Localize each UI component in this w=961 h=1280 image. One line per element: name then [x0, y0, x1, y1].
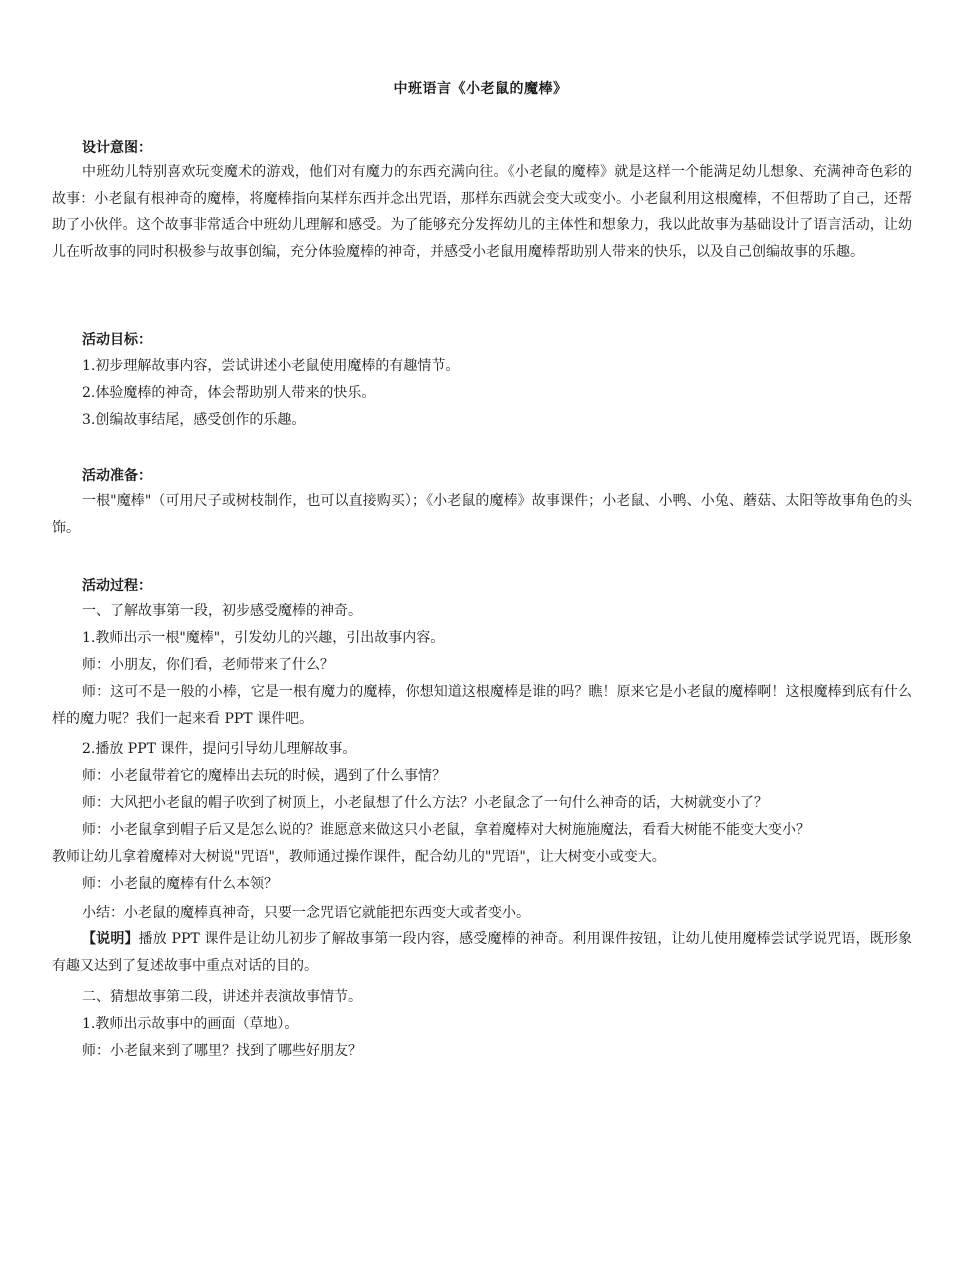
process-line: 师：大风把小老鼠的帽子吹到了树顶上，小老鼠想了什么方法？小老鼠念了一句什么神奇的话，大树就变小了？: [82, 795, 768, 811]
design-intent-heading: 设计意图：: [82, 140, 152, 156]
process-line: 师：小朋友，你们看，老师带来了什么？: [82, 657, 334, 673]
process-line: 1.教师出示故事中的画面（草地）。: [82, 1016, 299, 1032]
process-line: 师：小老鼠来到了哪里？找到了哪些好朋友？: [82, 1043, 362, 1059]
design-intent-paragraph: 中班幼儿特别喜欢玩变魔术的游戏，他们对有魔力的东西充满向往。《小老鼠的魔棒》就是这样一个能满足幼儿想象、充满神奇色彩的故事：小老鼠有根神奇的魔棒，将魔棒指向某样东西并念出咒语，那样东西就会变大或变小。小老鼠利用这根魔棒，不但帮助了自己，还帮助了小伙伴。这个故事非常适合中班幼儿理解和感受。为了能够充分发挥幼儿的主体性和想象力，我以此故事为基础设计了语言活动，让幼儿在听故事的同时积极参与故事创编，充分体验魔棒的神奇，并感受小老鼠用魔棒帮助别人带来的快乐，以及自己创编故事的乐趣。: [52, 164, 912, 260]
process-line: 二、猜想故事第二段，讲述并表演故事情节。: [82, 989, 362, 1005]
goal-item-1: 1.初步理解故事内容，尝试讲述小老鼠使用魔棒的有趣情节。: [82, 358, 460, 374]
note-paragraph: [52, 926, 912, 979]
document-title: 中班语言《小老鼠的魔棒》: [393, 81, 568, 97]
process-line: 1.教师出示一根"魔棒"，引发幼儿的兴趣，引出故事内容。: [82, 630, 445, 646]
goal-item-2: 2.体验魔棒的神奇，体会帮助别人带来的快乐。: [82, 385, 376, 401]
process-line: 教师让幼儿拿着魔棒对大树说"咒语"，教师通过操作课件，配合幼儿的"咒语"，让大树变小或变大。: [52, 849, 666, 865]
process-heading: 活动过程：: [82, 578, 152, 594]
process-line: 2.播放 PPT 课件，提问引导幼儿理解故事。: [82, 741, 357, 757]
preparation-paragraph: 一根"魔棒"（可用尺子或树枝制作，也可以直接购买）；《小老鼠的魔棒》故事课件；小老鼠、小鸭、小兔、蘑菇、太阳等故事角色的头饰。: [52, 493, 912, 536]
process-line: 一、了解故事第一段，初步感受魔棒的神奇。: [82, 603, 362, 619]
process-line: 师：小老鼠的魔棒有什么本领？: [82, 876, 278, 892]
goal-item-3: 3.创编故事结尾，感受创作的乐趣。: [82, 412, 306, 428]
preparation-heading: 活动准备：: [82, 468, 152, 484]
process-line: 师：小老鼠拿到帽子后又是怎么说的？谁愿意来做这只小老鼠，拿着魔棒对大树施施魔法，看看大树能不能变大变小？: [82, 822, 810, 838]
note-label: 【说明】: [82, 931, 139, 947]
process-line: 小结：小老鼠的魔棒真神奇，只要一念咒语它就能把东西变大或者变小。: [82, 905, 530, 921]
process-paragraph: 师：这可不是一般的小棒，它是一根有魔力的魔棒，你想知道这根魔棒是谁的吗？瞧！原来它是小老鼠的魔棒啊！这根魔棒到底有什么样的魔力呢？我们一起来看 PPT 课件吧。: [52, 684, 912, 727]
goals-heading: 活动目标：: [82, 332, 152, 348]
process-line: 师：小老鼠带着它的魔棒出去玩的时候，遇到了什么事情？: [82, 768, 446, 784]
note-text: 播放 PPT 课件是让幼儿初步了解故事第一段内容，感受魔棒的神奇。利用课件按钮，让幼儿使用魔棒尝试学说咒语，既形象有趣又达到了复述故事中重点对话的目的。: [52, 931, 913, 974]
